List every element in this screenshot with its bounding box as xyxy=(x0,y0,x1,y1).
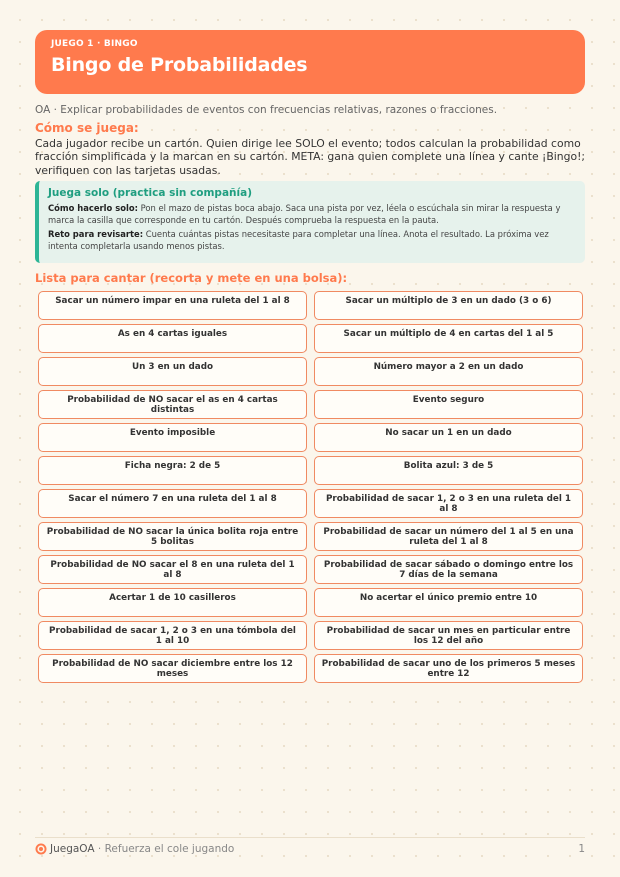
call-card: Probabilidad de sacar un número del 1 al 5 en una ruleta del 1 al 8 xyxy=(314,522,583,551)
solo-how-text: Pon el mazo de pistas boca abajo. Saca una pista por vez, léela o escúchala sin mirar la respuesta y marca la casilla que corresponde en tu cartón. Después comprueba la respuesta en la pauta. xyxy=(48,203,561,225)
call-card: Bolita azul: 3 de 5 xyxy=(314,456,583,485)
call-card: Probabilidad de sacar 1, 2 o 3 en una tómbola del 1 al 10 xyxy=(38,621,307,650)
call-card: Sacar el número 7 en una ruleta del 1 al 8 xyxy=(38,489,307,518)
solo-play-box xyxy=(35,181,585,263)
learning-objective: OA · Explicar probabilidades de eventos con frecuencias relativas, razones o fracciones. xyxy=(35,104,498,116)
call-card: Evento imposible xyxy=(38,423,307,452)
call-card: Probabilidad de NO sacar la única bolita roja entre 5 bolitas xyxy=(38,522,307,551)
title-banner xyxy=(35,30,585,94)
footer-divider xyxy=(35,837,585,838)
call-card: Evento seguro xyxy=(314,390,583,419)
brand-name: JuegaOA xyxy=(50,843,95,855)
call-card: Probabilidad de sacar sábado o domingo entre los 7 días de la semana xyxy=(314,555,583,584)
solo-review-label: Reto para revisarte: xyxy=(48,229,144,240)
solo-review-text: Cuenta cuántas pistas necesitaste para completar una línea. Anota el resultado. La próxima vez intenta completarla usando menos pistas. xyxy=(48,229,549,251)
howto-text: Cada jugador recibe un cartón. Quien dirige lee SOLO el evento; todos calculan la probabilidad como fracción simplificada y la marcan en su cartón. META: gana quien complete una línea y cante ¡Bingo!; verifiquen con las tarjetas usadas. xyxy=(35,137,586,177)
call-card: Un 3 en un dado xyxy=(38,357,307,386)
call-card: Probabilidad de NO sacar el as en 4 cartas distintas xyxy=(38,390,307,419)
call-card: Ficha negra: 2 de 5 xyxy=(38,456,307,485)
call-card: As en 4 cartas iguales xyxy=(38,324,307,353)
call-card: Probabilidad de NO sacar el 8 en una ruleta del 1 al 8 xyxy=(38,555,307,584)
page-number: 1 xyxy=(578,843,585,855)
call-card: Probabilidad de NO sacar diciembre entre los 12 meses xyxy=(38,654,307,683)
call-card: Acertar 1 de 10 casilleros xyxy=(38,588,307,617)
call-card: Sacar un múltiplo de 4 en cartas del 1 al 5 xyxy=(314,324,583,353)
brand-tagline: · Refuerza el cole jugando xyxy=(94,843,235,855)
howto-heading: Cómo se juega: xyxy=(35,121,139,135)
solo-how-label: Cómo hacerlo solo: xyxy=(48,203,138,213)
page-title: Bingo de Probabilidades xyxy=(51,54,308,76)
call-card: No acertar el único premio entre 10 xyxy=(314,588,583,617)
call-card: Sacar un múltiplo de 3 en un dado (3 o 6) xyxy=(314,291,583,320)
solo-heading: Juega solo (practica sin compañía) xyxy=(48,187,252,199)
call-card: No sacar un 1 en un dado xyxy=(314,423,583,452)
solo-how-paragraph xyxy=(48,203,573,226)
solo-review-paragraph xyxy=(48,229,573,252)
call-card: Probabilidad de sacar uno de los primeros 5 meses entre 12 xyxy=(314,654,583,683)
target-icon xyxy=(35,843,47,855)
game-kicker: JUEGO 1 · BINGO xyxy=(51,39,138,49)
footer-brand xyxy=(50,843,234,855)
call-list-grid xyxy=(38,291,583,683)
call-card: Probabilidad de sacar 1, 2 o 3 en una ruleta del 1 al 8 xyxy=(314,489,583,518)
page-footer xyxy=(35,843,585,857)
call-card: Sacar un número impar en una ruleta del 1 al 8 xyxy=(38,291,307,320)
call-card: Número mayor a 2 en un dado xyxy=(314,357,583,386)
call-list-heading: Lista para cantar (recorta y mete en una bolsa): xyxy=(35,271,348,285)
call-card: Probabilidad de sacar un mes en particular entre los 12 del año xyxy=(314,621,583,650)
